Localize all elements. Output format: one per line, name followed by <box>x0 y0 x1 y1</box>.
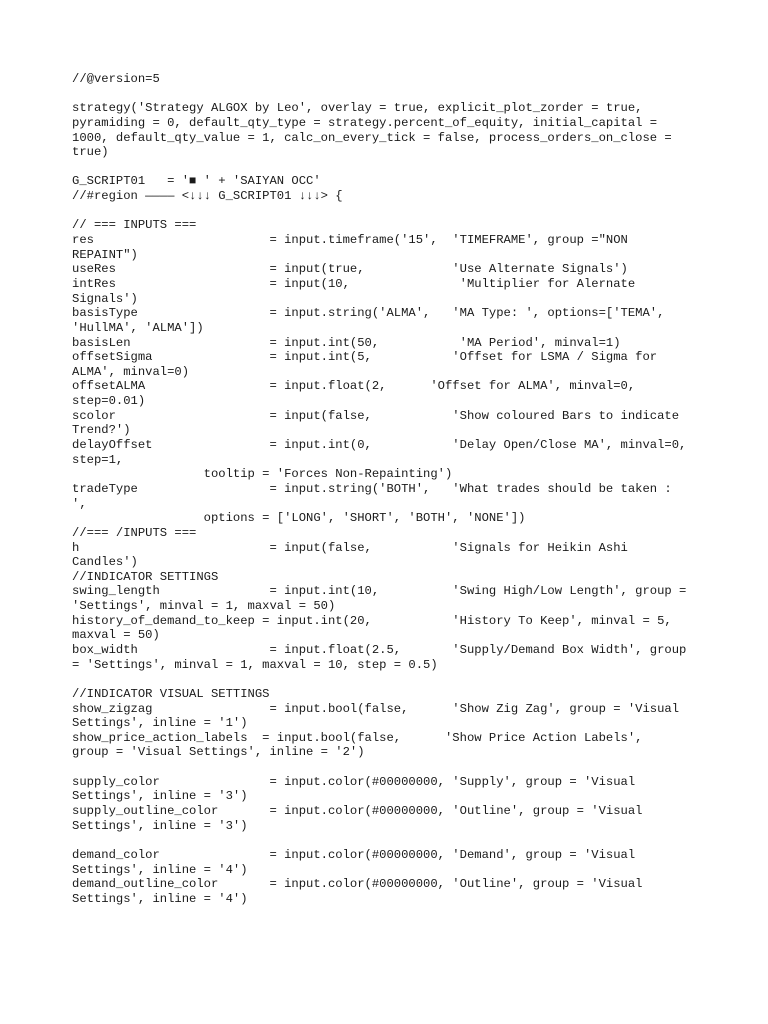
code-line: //@version=5 <box>72 72 160 86</box>
code-line: swing_length = input.int(10, 'Swing High/Low Length', group = <box>72 584 687 599</box>
code-line: Settings', inline = '4') <box>72 862 248 877</box>
code-line: Trend?') <box>72 423 131 438</box>
code-line: Settings', inline = '3') <box>72 818 248 833</box>
code-line: box_width = input.float(2.5, 'Supply/Demand Box Width', group <box>72 642 687 657</box>
code-line: delayOffset = input.int(0, 'Delay Open/Close MA', minval=0, <box>72 438 687 453</box>
code-line: Settings', inline = '3') <box>72 789 248 804</box>
code-listing <box>72 72 712 907</box>
code-line <box>72 672 712 687</box>
code-line: // === INPUTS === <box>72 218 197 233</box>
code-line: true) <box>72 145 109 160</box>
code-line: = 'Settings', minval = 1, maxval = 10, step = 0.5) <box>72 657 438 672</box>
code-line: //#region ———— <↓↓↓ G_SCRIPT01 ↓↓↓> { <box>72 189 343 204</box>
code-line: Settings', inline = '4') <box>72 891 248 906</box>
code-line <box>72 760 712 775</box>
code-line: pyramiding = 0, default_qty_type = strategy.percent_of_equity, initial_capital = <box>72 115 658 130</box>
code-line: //=== /INPUTS === <box>72 525 197 540</box>
code-line: offsetSigma = input.int(5, 'Offset for LSMA / Sigma for <box>72 350 658 365</box>
code-line <box>72 833 712 848</box>
code-line: step=1, <box>72 452 124 467</box>
code-line: Settings', inline = '1') <box>72 716 248 731</box>
code-line <box>72 160 712 175</box>
code-line: Signals') <box>72 291 138 306</box>
code-line: res = input.timeframe('15', 'TIMEFRAME', group ="NON <box>72 233 628 248</box>
code-line: strategy('Strategy ALGOX by Leo', overlay = true, explicit_plot_zorder = true, <box>72 101 643 116</box>
code-line: show_zigzag = input.bool(false, 'Show Zig Zag', group = 'Visual <box>72 701 680 716</box>
code-line: tradeType = input.string('BOTH', 'What trades should be taken : <box>72 481 672 496</box>
code-line: G_SCRIPT01 = '■ ' + 'SAIYAN OCC' <box>72 174 321 189</box>
code-line: intRes = input(10, 'Multiplier for Alernate <box>72 276 636 291</box>
code-line: REPAINT") <box>72 247 138 262</box>
code-line: ALMA', minval=0) <box>72 364 190 379</box>
code-line: h = input(false, 'Signals for Heikin Ashi <box>72 540 628 555</box>
code-line: 'Settings', minval = 1, maxval = 50) <box>72 599 336 614</box>
code-line: supply_color = input.color(#00000000, 'Supply', group = 'Visual <box>72 774 636 789</box>
code-line: show_price_action_labels = input.bool(false, 'Show Price Action Labels', <box>72 730 643 745</box>
code-line: ', <box>72 496 87 511</box>
code-line: history_of_demand_to_keep = input.int(20, 'History To Keep', minval = 5, <box>72 613 672 628</box>
code-line: group = 'Visual Settings', inline = '2') <box>72 745 365 760</box>
code-line: basisLen = input.int(50, 'MA Period', minval=1) <box>72 335 621 350</box>
code-line: useRes = input(true, 'Use Alternate Signals') <box>72 262 628 277</box>
code-line: options = ['LONG', 'SHORT', 'BOTH', 'NONE']) <box>72 511 526 526</box>
code-line: offsetALMA = input.float(2, 'Offset for ALMA', minval=0, <box>72 379 636 394</box>
code-line <box>72 204 712 219</box>
code-line: basisType = input.string('ALMA', 'MA Type: ', options=['TEMA', <box>72 306 665 321</box>
code-line: supply_outline_color = input.color(#00000000, 'Outline', group = 'Visual <box>72 804 643 819</box>
code-line: 'HullMA', 'ALMA']) <box>72 320 204 335</box>
code-line: //INDICATOR SETTINGS <box>72 569 219 584</box>
code-line: Candles') <box>72 555 138 570</box>
code-line <box>72 87 712 102</box>
code-line: tooltip = 'Forces Non-Repainting') <box>72 467 453 482</box>
code-line: demand_outline_color = input.color(#00000000, 'Outline', group = 'Visual <box>72 877 643 892</box>
code-line: demand_color = input.color(#00000000, 'Demand', group = 'Visual <box>72 847 636 862</box>
code-line: maxval = 50) <box>72 628 160 643</box>
code-line: //INDICATOR VISUAL SETTINGS <box>72 686 270 701</box>
code-line: scolor = input(false, 'Show coloured Bars to indicate <box>72 408 680 423</box>
code-line: step=0.01) <box>72 394 146 409</box>
code-line: 1000, default_qty_value = 1, calc_on_every_tick = false, process_orders_on_close = <box>72 130 672 145</box>
